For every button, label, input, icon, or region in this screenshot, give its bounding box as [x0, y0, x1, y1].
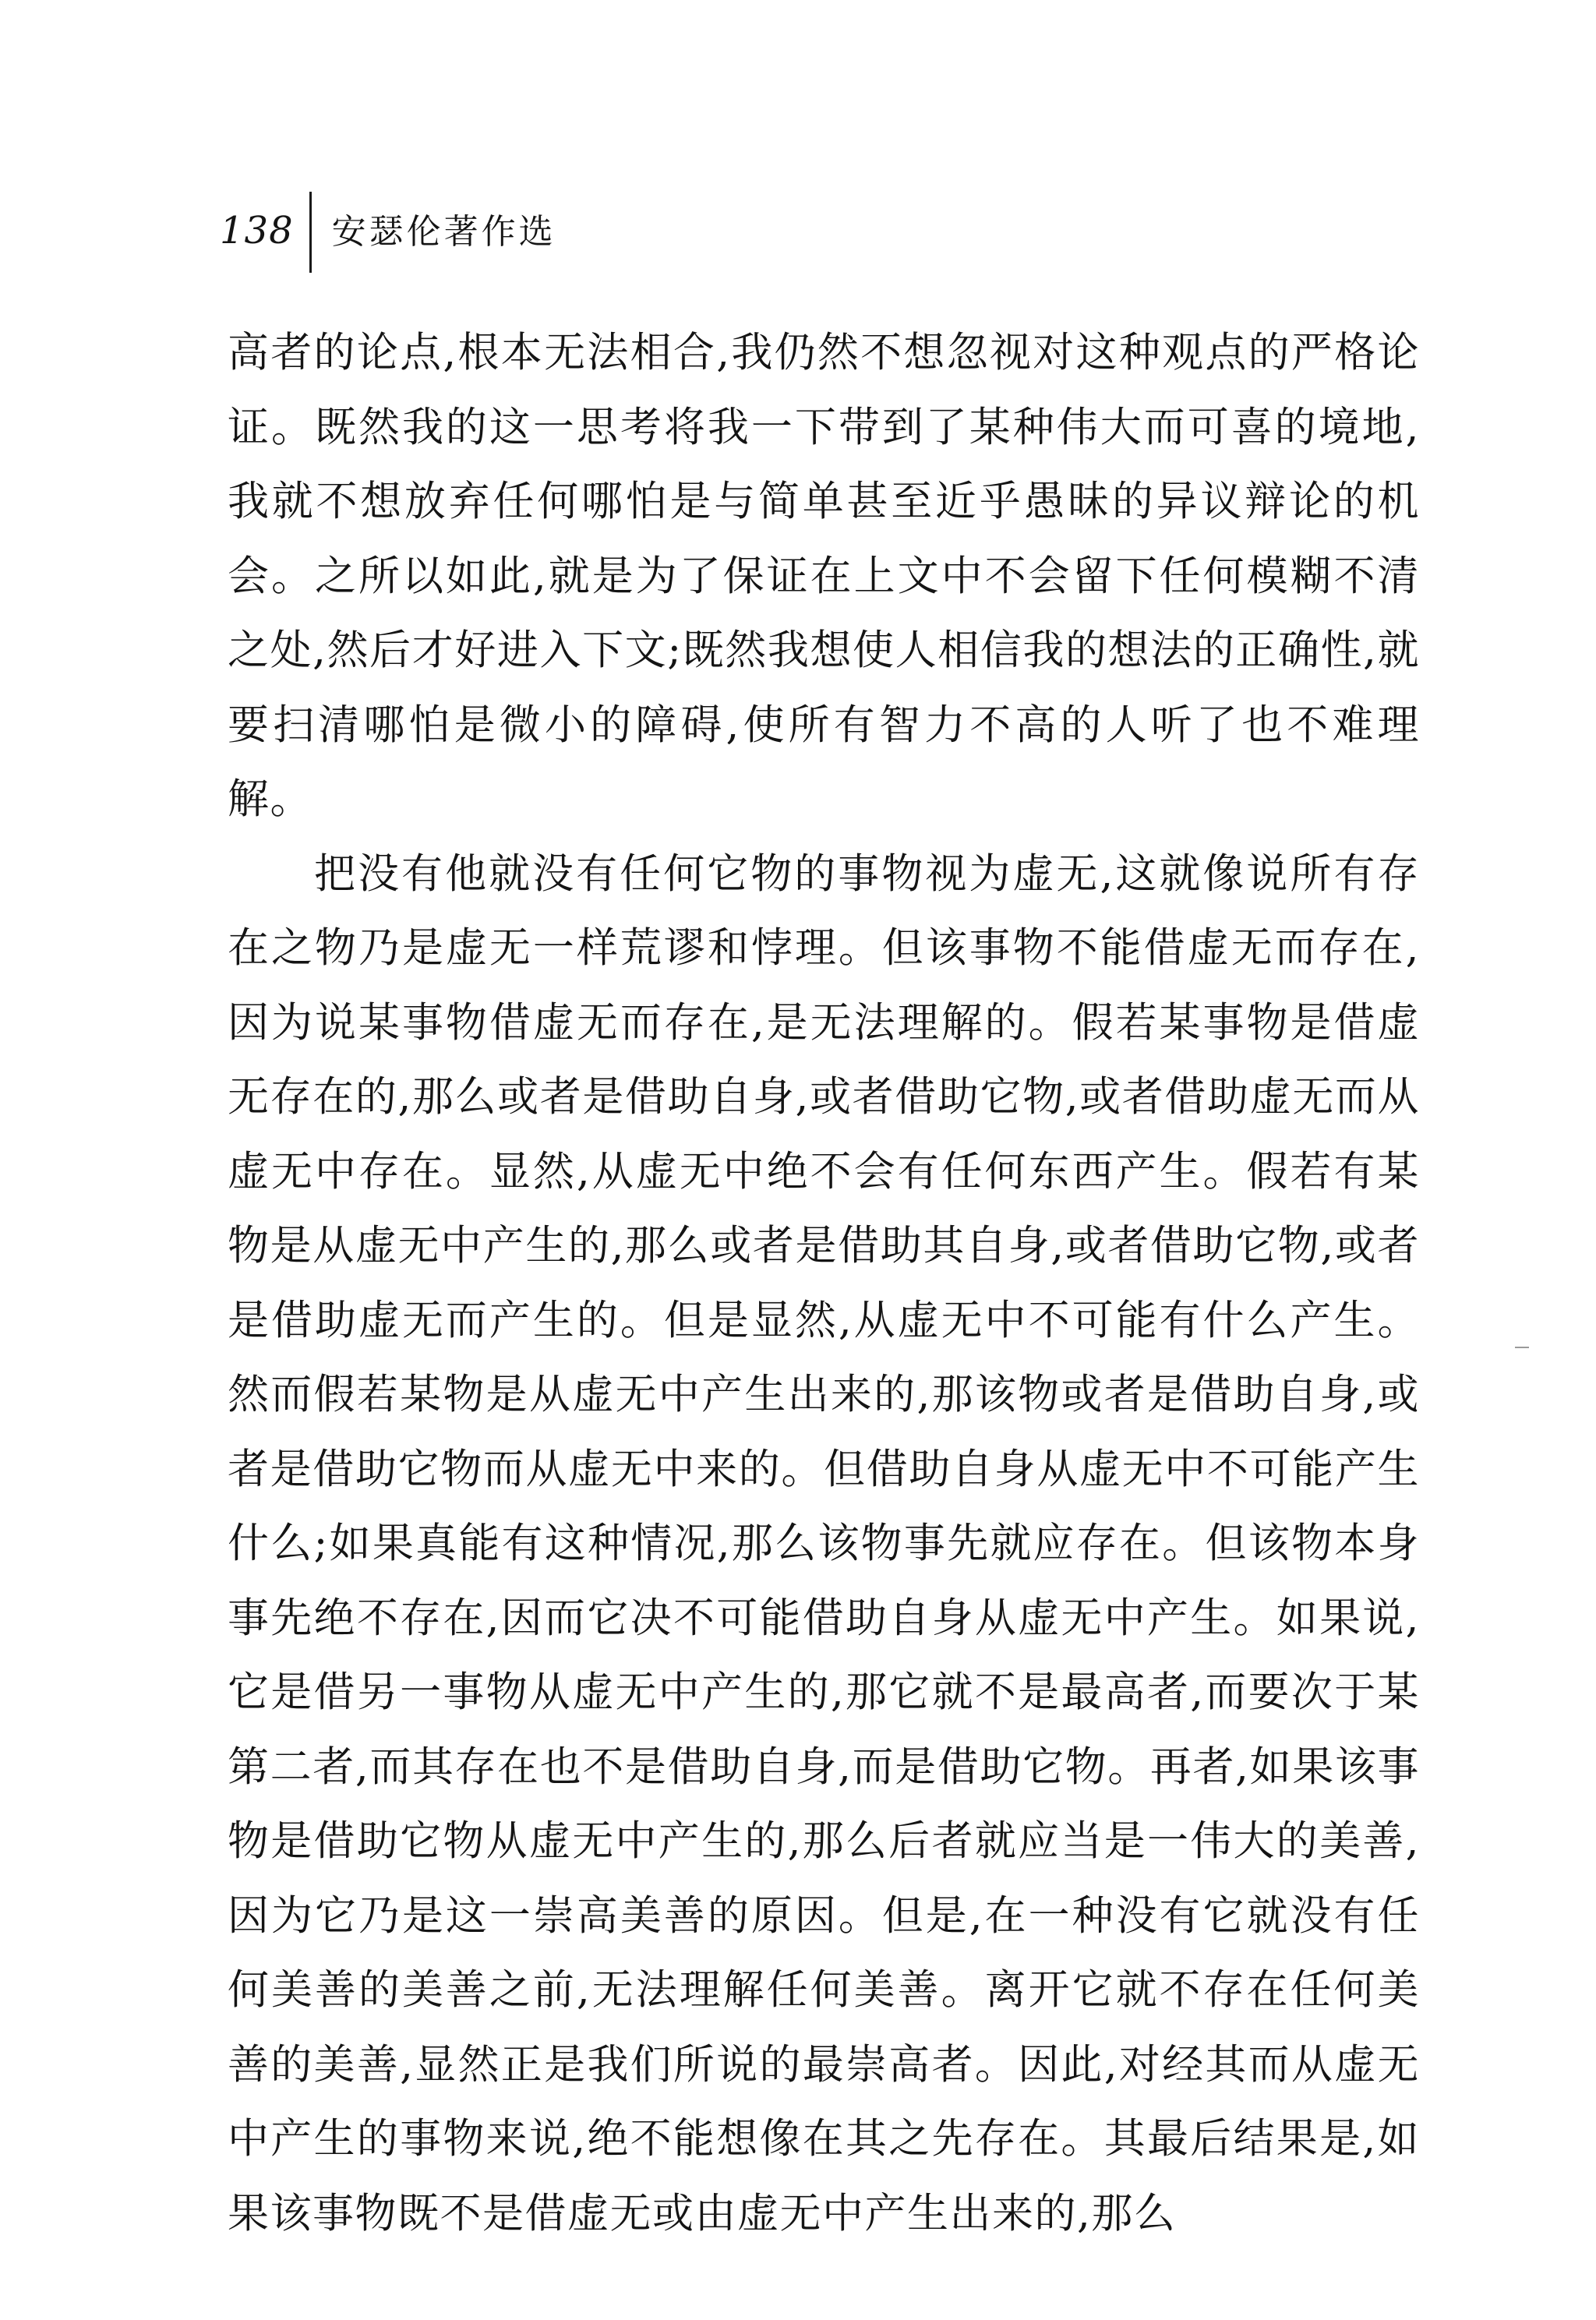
paragraph-continued: 高者的论点,根本无法相合,我仍然不想忽视对这种观点的严格论证。既然我的这一思考将我一下带到了某种伟大而可喜的境地,我就不想放弃任何哪怕是与简单甚至近乎愚昧的异议辩论的机会。之所以如此,就是为了保证在上文中不会留下任何模糊不清之处,然后才好进入下文;既然我想使人相信我的想法的正确性,就要扫清哪怕是微小的障碍,使所有智力不高的人听了也不难理解。: [228, 329, 1420, 823]
book-title: 安瑟伦著作选: [331, 212, 556, 252]
page-number: 138: [220, 209, 294, 252]
body-text: [228, 316, 1420, 2251]
margin-mark: [1515, 1347, 1529, 1348]
paragraph: 把没有他就没有任何它物的事物视为虚无,这就像说所有存在之物乃是虚无一样荒谬和悖理。但该事物不能借虚无而存在,因为说某事物借虚无而存在,是无法理解的。假若某事物是借虚无存在的,那么或者是借助自身,或者借助它物,或者借助虚无而从虚无中存在。显然,从虚无中绝不会有任何东西产生。假若有某物是从虚无中产生的,那么或者是借助其自身,或者借助它物,或者是借助虚无而产生的。但是显然,从虚无中不可能有什么产生。然而假若某物是从虚无中产生出来的,那该物或者是借助自身,或者是借助它物而从虚无中来的。但借助自身从虚无中不可能产生什么;如果真能有这种情况,那么该物事先就应存在。但该物本身事先绝不存在,因而它决不可能借助自身从虚无中产生。如果说,它是借另一事物从虚无中产生的,那它就不是最高者,而要次于某第二者,而其存在也不是借助自身,而是借助它物。再者,如果该事物是借助它物从虚无中产生的,那么后者就应当是一伟大的美善,因为它乃是这一崇高美善的原因。但是,在一种没有它就没有任何美善的美善之前,无法理解任何美善。离开它就不存在任何美善的美善,显然正是我们所说的最崇高者。因此,对经其而从虚无中产生的事物来说,绝不能想像在其之先存在。其最后结果是,如果该事物既不是借虚无或由虚无中产生出来的,那么: [228, 849, 1420, 2237]
header-divider: [309, 192, 312, 273]
running-head: [220, 192, 556, 277]
